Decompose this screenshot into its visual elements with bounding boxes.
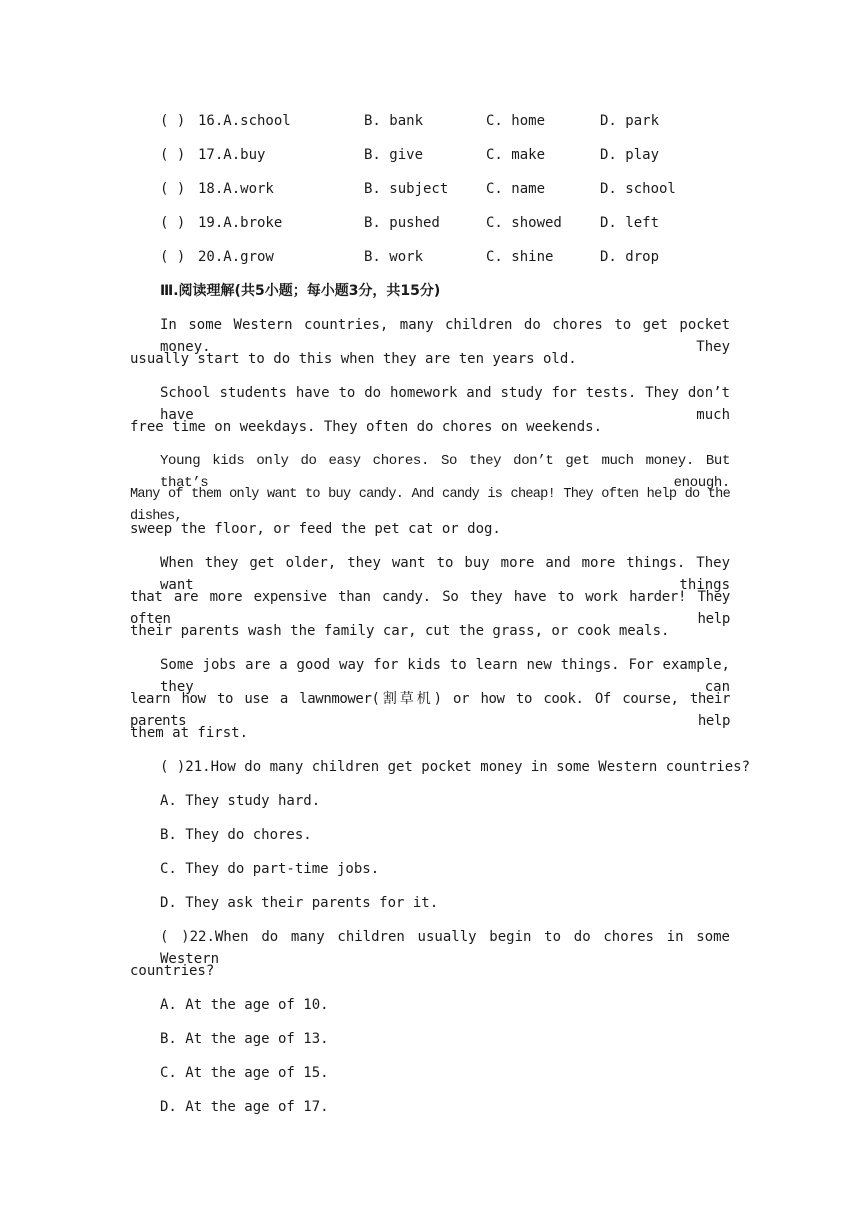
question-21-option-c: C. They do part-time jobs. xyxy=(160,861,380,877)
question-21-option-b: B. They do chores. xyxy=(160,827,312,843)
paragraph-5-line-2: learn how to use a lawnmower(割草机) or how to cook. Of course, their parents help xyxy=(130,691,730,729)
answer-blank: ( ) xyxy=(160,147,186,163)
question-21-stem: ( )21.How do many children get pocket money in some Western countries? xyxy=(160,759,751,775)
option-d: D. left xyxy=(600,215,660,231)
question-22-option-c: C. At the age of 15. xyxy=(160,1065,329,1081)
question-22-option-b: B. At the age of 13. xyxy=(160,1031,329,1047)
option-b: B. subject xyxy=(364,181,449,197)
option-c: C. showed xyxy=(486,215,562,231)
paragraph-3-line-1: Young kids only do easy chores. So they don’t get much money. But that’s enough. xyxy=(160,453,730,491)
question-21-option-d: D. They ask their parents for it. xyxy=(160,895,439,911)
option-b: B. bank xyxy=(364,113,424,129)
question-22-option-d: D. At the age of 17. xyxy=(160,1099,329,1115)
option-a: 16.A.school xyxy=(198,113,291,129)
option-b: B. give xyxy=(364,147,424,163)
option-a: 20.A.grow xyxy=(198,249,274,265)
paragraph-3-line-3: sweep the floor, or feed the pet cat or dog. xyxy=(130,521,501,537)
option-c: C. shine xyxy=(486,249,554,265)
option-a: 17.A.buy xyxy=(198,147,266,163)
option-d: D. school xyxy=(600,181,676,197)
paragraph-4-line-1: When they get older, they want to buy more and more things. They want things xyxy=(160,555,730,593)
option-d: D. park xyxy=(600,113,660,129)
answer-blank: ( ) xyxy=(160,215,186,231)
question-22-option-a: A. At the age of 10. xyxy=(160,997,329,1013)
paragraph-5-line-3: them at first. xyxy=(130,725,249,741)
question-22-stem-line-1: ( )22.When do many children usually begin to do chores in some Western xyxy=(160,929,730,967)
paragraph-2-line-2: free time on weekdays. They often do chores on weekends. xyxy=(130,419,603,435)
paragraph-3-line-2: Many of them only want to buy candy. And candy is cheap! They often help do the dishes, xyxy=(130,487,730,524)
option-c: C. make xyxy=(486,147,546,163)
section-heading: Ⅲ.阅读理解(共5小题；每小题3分，共15分) xyxy=(160,283,441,299)
paragraph-4-line-3: their parents wash the family car, cut the grass, or cook meals. xyxy=(130,623,670,639)
question-22-stem-line-2: countries? xyxy=(130,963,215,979)
paragraph-4-line-2: that are more expensive than candy. So they have to work harder! They often help xyxy=(130,589,730,627)
option-a: 18.A.work xyxy=(198,181,274,197)
option-d: D. play xyxy=(600,147,660,163)
option-d: D. drop xyxy=(600,249,660,265)
option-c: C. home xyxy=(486,113,546,129)
option-row-16 xyxy=(0,110,860,132)
option-c: C. name xyxy=(486,181,546,197)
paragraph-1-line-2: usually start to do this when they are ten years old. xyxy=(130,351,577,367)
answer-blank: ( ) xyxy=(160,249,186,265)
option-a: 19.A.broke xyxy=(198,215,283,231)
paragraph-5-line-1: Some jobs are a good way for kids to learn new things. For example, they can xyxy=(160,657,730,695)
option-row-18 xyxy=(0,178,860,200)
option-b: B. work xyxy=(364,249,424,265)
answer-blank: ( ) xyxy=(160,113,186,129)
option-row-17 xyxy=(0,144,860,166)
paragraph-1-line-1: In some Western countries, many children do chores to get pocket money. They xyxy=(160,317,730,355)
paragraph-2-line-1: School students have to do homework and study for tests. They don’t have much xyxy=(160,385,730,423)
option-row-20 xyxy=(0,246,860,268)
option-b: B. pushed xyxy=(364,215,440,231)
answer-blank: ( ) xyxy=(160,181,186,197)
option-row-19 xyxy=(0,212,860,234)
question-21-option-a: A. They study hard. xyxy=(160,793,321,809)
